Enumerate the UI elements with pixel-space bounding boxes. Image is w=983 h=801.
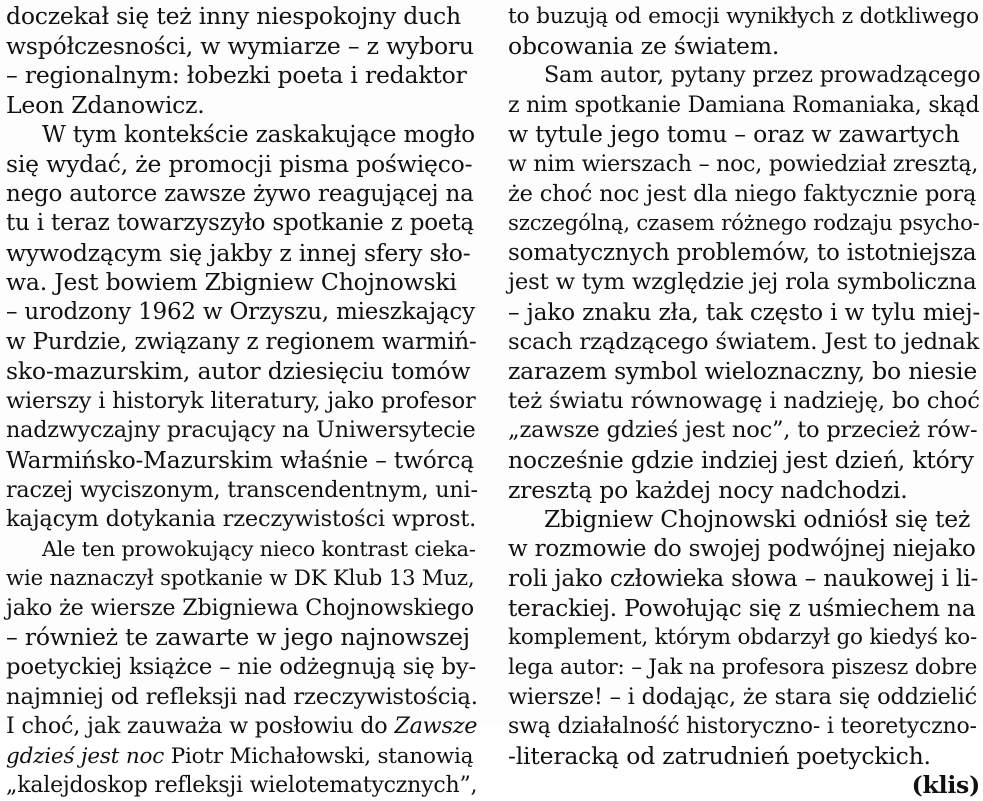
text-line: sko-mazurskim, autor dziesięciu tomów	[6, 357, 471, 386]
text-segment: Piotr Michałowski, stanowią	[164, 743, 474, 769]
text-line: współczesności, w wymiarze – z wyboru	[6, 31, 474, 60]
text-line	[6, 742, 478, 772]
text-line: jako że wiersze Zbigniewa Chojnowskiego	[6, 594, 474, 621]
text-line: z nim spotkanie Damiana Romaniaka, skąd	[508, 92, 980, 118]
text-line: doczekał się też inny niespokojny duch	[6, 2, 461, 30]
signature-text: (klis)	[911, 771, 980, 800]
text-line: nadzwyczajny pracujący na Uniwersytecie	[6, 417, 476, 444]
text-segment: I choć, jak zauważa w posłowiu do	[6, 713, 395, 740]
text-line: zresztą po każdej nocy nadchodzi.	[508, 475, 908, 504]
text-line: -literacką od zatrudnień poetyckich.	[508, 741, 931, 770]
author-signature	[508, 771, 980, 801]
text-line: Leon Zdanowicz.	[6, 90, 205, 119]
right-column	[508, 2, 980, 801]
text-line: że choć noc jest dla niego faktycznie porą	[508, 180, 977, 207]
text-line: kającym dotykania rzeczywistości wprost.	[6, 506, 477, 533]
text-line	[6, 712, 478, 742]
text-line: wiersze! – i dodając, że stara się oddzielić	[508, 683, 978, 710]
text-line: wywodzącym się jakby z innej sfery sło-	[6, 238, 471, 267]
text-line: – regionalnym: łobezki poeta i redaktor	[6, 61, 467, 90]
text-line: terackiej. Powołując się z uśmiechem na	[508, 594, 976, 622]
left-column	[6, 2, 478, 801]
text-line: w nim wierszach – noc, powiedział zresztą,	[508, 151, 979, 177]
paragraph-start-line: Zbigniew Chojnowski odniósł się też	[544, 505, 971, 534]
text-line: „kalejdoskop refleksji wielotematycznych”,	[6, 773, 478, 799]
text-line: raczej wyciszonym, transcendentnym, uni-	[6, 476, 478, 503]
text-line: lega autor: – Jak na profesora piszesz dobre	[508, 655, 978, 681]
text-line: wa. Jest bowiem Zbigniew Chojnowski	[6, 268, 457, 297]
text-line: w rozmowie do swojej podwójnej niejako	[508, 535, 976, 562]
text-line: Warmińsko-Mazurskim właśnie – twórcą	[6, 446, 474, 474]
text-line: scach rządzącego światem. Jest to jednak	[508, 328, 980, 355]
text-line: obcowania ze światem.	[508, 31, 780, 60]
text-line: poetyckiej książce – nie odżegnują się by-	[6, 654, 476, 681]
text-line: w Purdzie, związany z regionem warmiń-	[6, 328, 477, 355]
text-line: nego autorce zawsze żywo reagującej na	[6, 180, 474, 207]
text-line: – urodzony 1962 w Orzyszu, mieszkający	[6, 298, 475, 325]
text-line: najmniej od refleksji nad rzeczywistością.	[6, 683, 478, 710]
book-title-italic: Zawsze	[394, 713, 478, 740]
book-title-italic: gdzieś jest noc	[6, 743, 165, 769]
paragraph-start-line: Ale ten prowokujący nieco kontrast cieka-	[42, 536, 476, 561]
text-line: w tytule jego tomu – oraz w zawartych	[508, 120, 960, 149]
text-line: też światu równowagę i nadzieję, bo choć	[508, 387, 980, 414]
text-line: jest w tym względzie jej rola symboliczna	[508, 269, 977, 296]
text-line: wierszy i historyk literatury, jako profesor	[6, 387, 476, 414]
text-line: „zawsze gdzieś jest noc”, to przecież rów-	[508, 417, 978, 444]
text-line: się wydać, że promocji pisma poświęco-	[6, 149, 473, 178]
text-line: swą działalność historyczno- i teoretyczno-	[508, 714, 977, 740]
paragraph-start-line: W tym kontekście zaskakujące mogło	[42, 121, 475, 149]
text-line: nocześnie gdzie indziej jest dzień, który	[508, 445, 974, 474]
text-line: roli jako człowieka słowa – naukowej i li-	[508, 565, 979, 593]
text-line: tu i teraz towarzyszyło spotkanie z poetą	[6, 210, 474, 237]
text-line: – również te zawarte w jego najnowszej	[6, 623, 470, 652]
text-line: szczególną, czasem różnego rodzaju psycho-	[508, 211, 980, 237]
text-line: zarazem symbol wieloznaczny, bo niesie	[508, 357, 978, 386]
text-line: komplement, którym obdarzył go kiedyś ko-	[508, 625, 978, 651]
text-line: – jako znaku zła, tak często i w tylu miej-	[508, 298, 981, 326]
paragraph-start-line: Sam autor, pytany przez prowadzącego	[544, 62, 981, 89]
text-line: wie naznaczył spotkanie w DK Klub 13 Muz,	[6, 566, 475, 592]
text-line: somatycznych problemów, to istotniejsza	[508, 239, 977, 266]
text-line: to buzują od emocji wynikłych z dotkliwego	[508, 4, 979, 29]
